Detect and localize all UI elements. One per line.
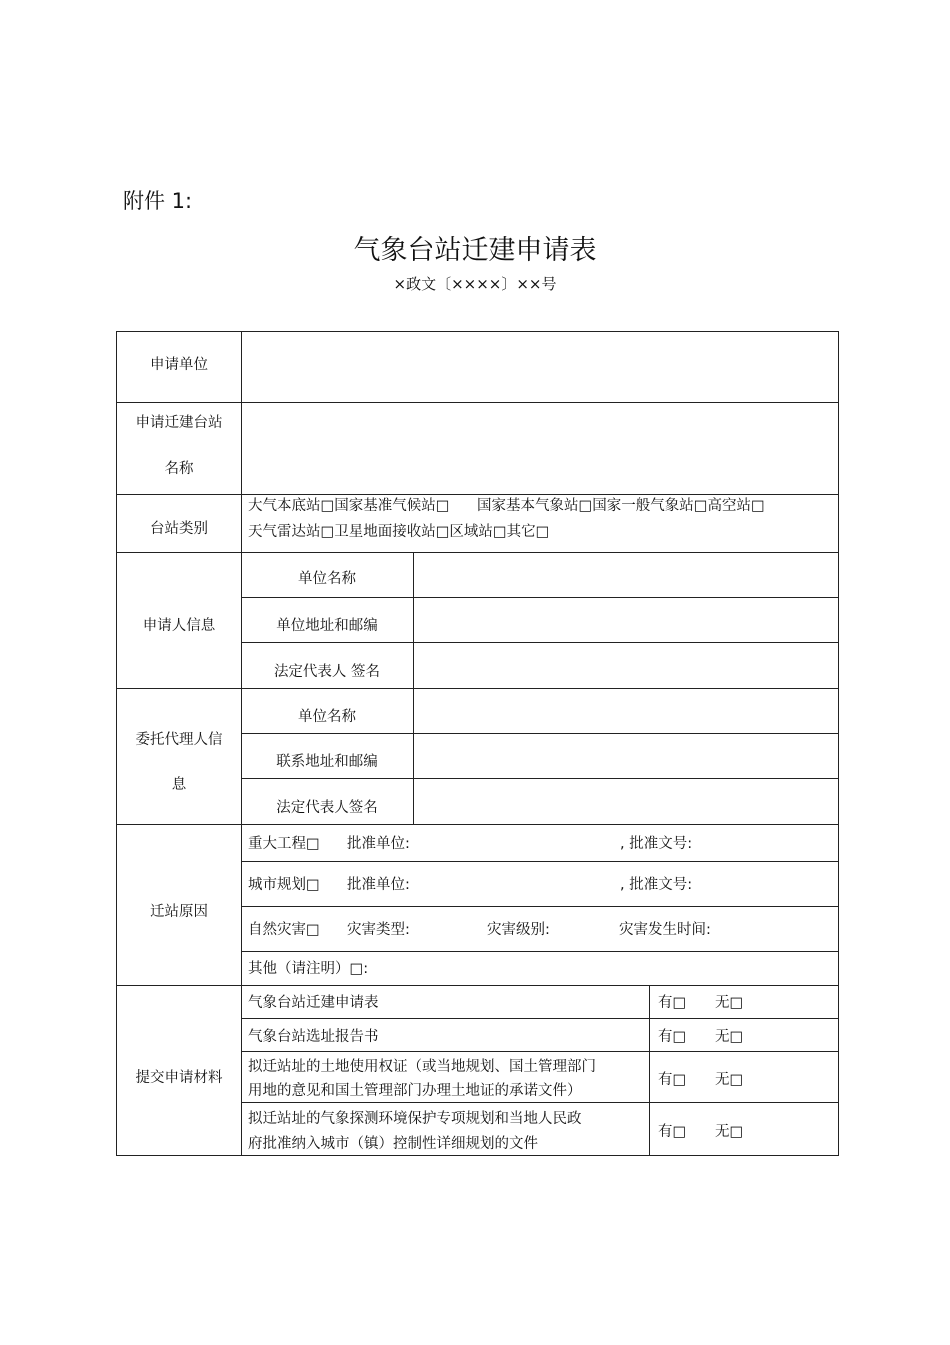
applicant-unit-name-field[interactable] (415, 554, 837, 596)
material-item-3: 拟迁站址的土地使用权证（或当地规划、国土管理部门 (248, 1059, 596, 1075)
applicant-address-field[interactable] (415, 599, 837, 641)
application-form-table (116, 331, 839, 1156)
disaster-time-label: 灾害发生时间: (619, 922, 711, 938)
urban-planning-option[interactable]: 城市规划□ (248, 877, 320, 893)
material-item-4-cont: 府批准纳入城市（镇）控制性详细规划的文件 (248, 1136, 538, 1152)
major-project-approver-label: 批准单位: (347, 836, 410, 852)
material-item-2: 气象台站选址报告书 (248, 1029, 379, 1045)
row-divider (241, 1018, 838, 1019)
material-2-yes-checkbox[interactable]: 有□ (658, 1029, 687, 1045)
station-type-options-row1[interactable]: 大气本底站□国家基准气候站□ 国家基本气象站□国家一般气象站□高空站□ (248, 498, 765, 514)
row-divider (241, 951, 838, 952)
row-divider (241, 733, 838, 734)
material-4-yes-checkbox[interactable]: 有□ (658, 1124, 687, 1140)
major-project-option[interactable]: 重大工程□ (248, 836, 320, 852)
material-2-no-checkbox[interactable]: 无□ (715, 1029, 744, 1045)
row-divider (241, 778, 838, 779)
applicant-address-label: 单位地址和邮编 (276, 618, 378, 634)
row-divider (241, 642, 838, 643)
column-divider (413, 552, 414, 824)
applicant-unit-label: 申请单位 (150, 357, 208, 373)
urban-planning-docno-label: , 批准文号: (620, 877, 693, 893)
agent-legal-rep-field[interactable] (415, 780, 837, 823)
disaster-level-label: 灾害级别: (487, 922, 550, 938)
column-divider (241, 332, 242, 1155)
agent-address-field[interactable] (415, 735, 837, 777)
agent-info-label: 委托代理人信 (135, 732, 223, 748)
row-divider (241, 1051, 838, 1052)
agent-unit-name-label: 单位名称 (298, 709, 356, 725)
document-number: ×政文〔××××〕××号 (393, 275, 557, 293)
major-project-docno-label: , 批准文号: (620, 836, 693, 852)
row-divider (117, 688, 838, 689)
material-item-3-cont: 用地的意见和国土管理部门办理土地证的承诺文件） (248, 1083, 582, 1099)
row-divider (117, 824, 838, 825)
material-1-no-checkbox[interactable]: 无□ (715, 995, 744, 1011)
material-4-no-checkbox[interactable]: 无□ (715, 1124, 744, 1140)
applicant-unit-field[interactable] (243, 334, 837, 400)
row-divider (241, 597, 838, 598)
applicant-info-label: 申请人信息 (142, 618, 216, 634)
other-reason-option[interactable]: 其他（请注明）□: (248, 961, 369, 977)
station-type-options-row2[interactable]: 天气雷达站□卫星地面接收站□区域站□其它□ (248, 524, 550, 540)
agent-unit-name-field[interactable] (415, 690, 837, 732)
agent-legal-rep-label: 法定代表人签名 (276, 800, 378, 816)
agent-address-label: 联系地址和邮编 (276, 754, 378, 770)
form-title: 气象台站迁建申请表 (353, 235, 597, 266)
disaster-type-label: 灾害类型: (347, 922, 410, 938)
material-3-no-checkbox[interactable]: 无□ (715, 1072, 744, 1088)
material-1-yes-checkbox[interactable]: 有□ (658, 995, 687, 1011)
station-name-label: 申请迁建台站 (135, 415, 223, 431)
attachment-label: 附件 1: (123, 189, 193, 213)
agent-info-label-cont: 息 (171, 777, 187, 793)
row-divider (117, 402, 838, 403)
material-item-1: 气象台站迁建申请表 (248, 995, 379, 1011)
applicant-legal-rep-label: 法定代表人 签名 (273, 664, 381, 680)
applicant-legal-rep-field[interactable] (415, 644, 837, 687)
row-divider (117, 985, 838, 986)
material-item-4: 拟迁站址的气象探测环境保护专项规划和当地人民政 (248, 1111, 582, 1127)
row-divider (117, 494, 838, 495)
relocation-reason-label: 迁站原因 (150, 904, 208, 920)
station-type-label: 台站类别 (150, 521, 208, 537)
row-divider (241, 861, 838, 862)
row-divider (117, 552, 838, 553)
station-name-field[interactable] (243, 404, 837, 492)
row-divider (241, 1102, 838, 1103)
column-divider (649, 985, 650, 1155)
row-divider (241, 906, 838, 907)
natural-disaster-option[interactable]: 自然灾害□ (248, 922, 320, 938)
material-3-yes-checkbox[interactable]: 有□ (658, 1072, 687, 1088)
materials-label: 提交申请材料 (135, 1070, 223, 1086)
urban-planning-approver-label: 批准单位: (347, 877, 410, 893)
station-name-label-cont: 名称 (164, 461, 194, 477)
applicant-unit-name-label: 单位名称 (298, 571, 356, 587)
